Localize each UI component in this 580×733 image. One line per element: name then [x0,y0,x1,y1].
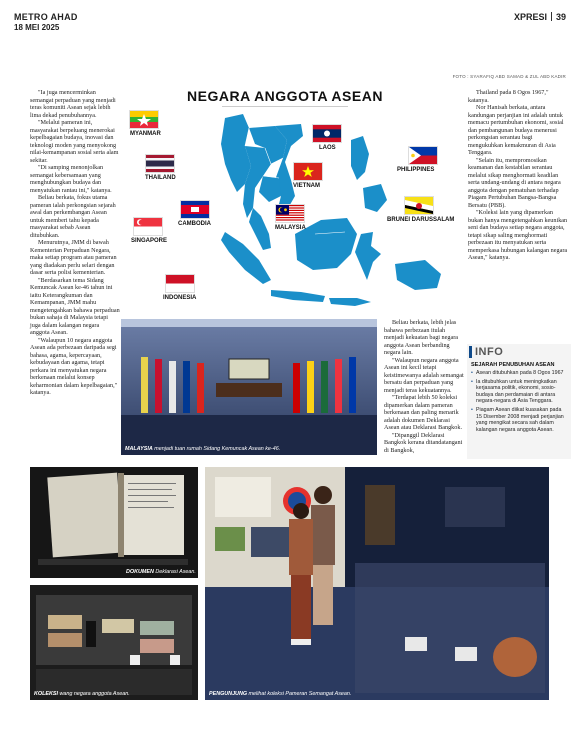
flag-pole [293,363,300,413]
visitor-body [289,519,313,575]
flag-pole [169,361,176,413]
lesser-sunda-land [329,298,371,306]
article-column-left [30,89,120,397]
flag-emblem [416,203,422,209]
clay-pot [493,637,537,677]
flag-stripe [166,275,194,284]
visitor-photo-svg [205,467,549,700]
paragraph: "Dipanggil Deklarasi Bangkok kerana ditandatangani di Bangkok, [384,431,463,454]
flag-stripe [276,215,304,216]
display-case [365,485,395,545]
info-item: • Ia ditubuhkan untuk meningkatkan kerjasama politik, ekonomi, sosio-budaya dan perdamaian di antara negara-negara di Asia Tenggara. [471,379,567,405]
visitor-exhibit-photo [205,467,549,700]
caption-currency [34,691,130,697]
caption-main-photo [125,446,280,452]
banknote [140,621,174,635]
exhibit-photo [215,527,245,551]
country-label: SINGAPORE [131,238,168,244]
text-line [128,501,168,502]
myanmar-flag-icon [129,110,159,129]
flag-crescent [139,220,144,225]
flag-pole [141,357,148,413]
visitor-head [314,486,332,504]
flag-disc [324,131,330,137]
flag-svg [409,147,437,164]
flag-pole [307,361,314,413]
paragraph: Menurutnya, JMM di bawah Kementerian Perpaduan Negara, maka setiap program atau pameran yang diadakan perlu selari dengan dasar serta polisi kementerian. [30,239,117,276]
summit-photo-svg [121,319,377,455]
paragraph: "Koleksi lain yang dipamerkan bukan hanya mengetengahkan keunikan seni dan budaya setiap negara anggota, tetapi sikap saling menghormati perbezaan itu menyatukan serta memperkasa hubungan kalangan negara Asean," katanya. [468,209,568,261]
flag-crescent [280,208,284,212]
country-label: VIETNAM [293,183,320,189]
flag-pole [197,363,204,413]
flag-stripe [134,227,162,236]
document-photo-svg [30,467,198,578]
country-label: INDONESIA [163,295,197,301]
banknote [48,615,82,629]
banknote [140,639,174,653]
cambodia-land [259,176,281,202]
philippines-mindanao-land [363,184,387,212]
photo-screen [229,359,269,379]
caption-text: melihat koleksi Pameran Semangat Asean. [247,691,352,697]
flag-pole [155,359,162,413]
photo-ceiling-light [121,319,377,327]
label-card [130,655,140,665]
philippines-flag-icon [408,146,438,165]
photo-table [216,383,282,397]
flag-svg [134,218,162,235]
philippines-luzon-land [351,136,369,180]
declaration-document-photo [30,467,198,578]
paper-name: METRO AHAD [14,12,78,22]
flag-svg [405,197,433,214]
singapore-flag-icon [133,217,163,236]
info-item: • Asean ditubuhkan pada 8 Ogos 1967 [471,370,567,377]
divider [551,12,552,21]
thailand-flag-icon [145,154,175,173]
paragraph: Beliau berkata, fokus utama pameran ialah perkongsian sejarah awal dan perkembangan Asean untuk memberi tahu kepada masyarakat sebab Asean ditubuhkan. [30,194,116,239]
section-label [514,12,566,22]
info-item: • Piagam Asean diikat kuasakan pada 15 Disember 2008 menjadi perjanjian yang mengikat secara sah dalam kalangan negara anggota Asean. [471,407,567,433]
paragraph: "Walaupun 10 negara anggota Asean ada perbezaan daripada segi bahasa, agama, kepercayaan, kebudayaan dan agama, tetapi perkara ini menyatukan negara berkenaan melalui konsep keharmonian dalam kepelbagaian," katanya. [30,336,118,396]
country-label: CAMBODIA [178,221,211,227]
paragraph: "Walaupun negara anggota Asean ini kecil tetapi keistimewanya adalah semangat bersatu dan perpaduan yang menjadi teras kekuatannya. [384,356,464,394]
flag-svg [130,111,158,128]
country-label: LAOS [319,145,336,151]
text-line [128,495,176,496]
paragraph: "Di samping menonjolkan semangat kebersamaan yang menghubungkan budaya dan menyatukan rantau ini," katanya. [30,164,112,194]
flag-star [284,208,287,211]
visitor-head [293,503,309,519]
paragraph: "Berdasarkan tema Sidang Kemuncak Asean ke-46 tahun ini iaitu Keterangkuman dan Kemampanan, JMM mahu mengetengahkan bahawa perpaduan bukan sahaja di Malaysia tetapi juga dalam kalangan negara anggota Asean. [30,276,120,336]
paragraph: "Selain itu, mempromosikan keamanan dan kestabilan serantau melalui sikap menghormati keadilan serta undang-undang di antara negara anggota dengan pematuhan terhadap Piagam Pertubuhan Bangsa-Bangsa Bersatu (PBB). [468,156,561,209]
indonesia-flag-icon [165,274,195,293]
visitor-body [311,505,335,565]
flag-svg [181,201,209,218]
peninsular-malaysia-land [249,208,271,250]
caption-lead: MALAYSIA [125,446,153,452]
text-line [128,489,172,490]
caption-text: wang negara anggota Asean. [57,691,130,697]
flag-pole [349,357,356,413]
display-stand [38,559,188,565]
flag-svg [313,125,341,142]
flag-stripe [276,217,304,218]
caption-lead: KOLEKSI [34,691,58,697]
currency-photo-svg [30,585,198,700]
paragraph: "Terdapat lebih 50 koleksi dipamerkan dalam pameran berkenaan dan paling menarik adalah dokumen Deklarasi Asean atau Deklarasi Bangkok. [384,394,463,431]
exhibit-label [455,647,477,661]
paragraph: Nor Hanisah berkata, antara kandungan perjanjian ini adalah untuk memacu pertumbuhan ekonomi, sosial dan pembangunan budaya menerusi perkongsian serantau bagi mengukuhkan kemakmuran di Asia Tenggara. [468,104,564,156]
section-name: XPRESI [513,12,547,22]
paragraph: "Ia juga mencerminkan semangat perpaduan yang menjadi teras komuniti Asean sejak lebih lima dekad penubuhannya. [30,89,116,119]
flag-svg [294,163,322,180]
masthead [14,12,78,32]
document-page [122,475,184,555]
flag-pole [183,361,190,413]
country-label: MYANMAR [130,131,161,137]
photo-credit: FOTO : SYARAFIQ ABD SAMAD & ZUL ABD KADIR [452,74,566,79]
country-label: MALAYSIA [275,225,306,231]
visitor-legs [291,575,311,639]
asean-map [125,84,455,314]
country-label: BRUNEI DARUSSALAM [387,217,455,223]
visitor-legs [313,565,333,625]
caption-text: menjadi tuan rumah Sidang Kemuncak Asean ke-46. [152,446,281,452]
country-label: THAILAND [145,175,176,181]
papua-land [395,260,441,290]
article-column-middle [384,319,466,454]
flag-stripe [146,161,174,167]
flag-pole [321,361,328,413]
caption-lead: PENGUNJUNG [209,691,248,697]
banknote [86,621,96,647]
flag-stripe [276,219,304,220]
caption-document [126,569,196,575]
flag-stripe [166,284,194,293]
paragraph: Thailand pada 8 Ogos 1967," katanya. [468,89,549,104]
laos-flag-icon [312,124,342,143]
text-line [128,483,176,484]
info-heading: SEJARAH PENUBUHAN ASEAN [471,362,555,368]
vietnam-flag-icon [293,162,323,181]
banknote [102,619,134,633]
caption-text: Deklarasi Asean. [153,569,196,575]
flag-svg [146,155,174,172]
exhibit-label [405,637,427,651]
flag-pole [335,359,342,413]
visitor-shoes [291,639,311,645]
article-column-right [468,89,568,262]
brunei-flag-icon [404,196,434,215]
banknote [48,633,82,647]
issue-date: 18 MEI 2025 [14,23,60,32]
flag-svg [276,205,304,222]
country-label: PHILIPPINES [397,167,435,173]
page-number: 39 [555,12,566,22]
info-title: INFO [469,346,571,358]
document-page [47,473,122,558]
paragraph: Beliau berkata, lebih jelas bahawa perbezaan itulah menjadi kekuatan bagi negara anggota Asean berbanding negara lain. [384,319,459,356]
paragraph: "Melalui pameran ini, masyarakat berpeluang menerokai kepelbagaian budaya, inovasi dan teknologi moden yang menyokong nilai-kemampanan sosial serta alam sekitar. [30,119,119,164]
java-land [271,290,325,302]
display-case [445,487,505,527]
exhibit-panel [215,477,271,517]
currency-collection-photo [30,585,198,700]
malaysia-flag-icon [275,204,305,223]
summit-room-photo [121,319,377,455]
caption-lead: DOKUMEN [126,569,154,575]
flag-emblem [191,207,199,212]
flag-sun [411,154,415,158]
text-line [128,507,174,508]
sulawesi-land [355,232,381,280]
info-box [467,344,571,459]
cambodia-flag-icon [180,200,210,219]
title-underline [222,106,348,107]
label-card [170,655,180,665]
caption-visitor [209,691,351,697]
map-title: NEGARA ANGGOTA ASEAN [187,88,383,104]
document-spine [118,473,124,557]
flag-svg [166,275,194,292]
